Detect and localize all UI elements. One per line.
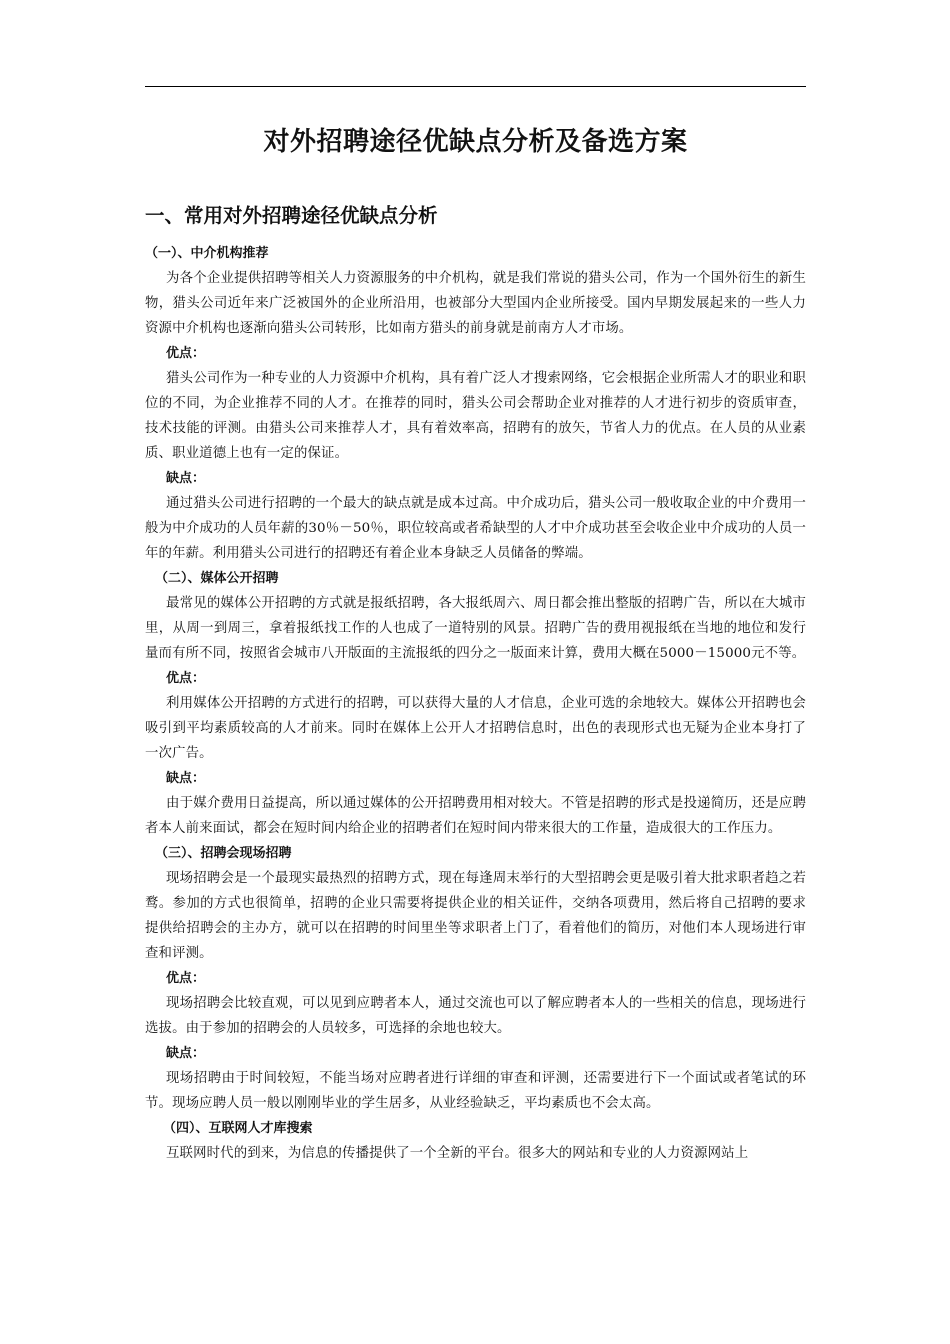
paragraph-agency-pros: 猎头公司作为一种专业的人力资源中介机构，具有着广泛人才搜索网络，它会根据企业所需人才的职业和职位的不同，为企业推荐不同的人才。在推荐的同时，猎头公司会帮助企业对推荐的人才进行初步的资质审查，技术技能的评测。由猎头公司来推荐人才，具有着效率高，招聘有的放矢，节省人力的优点。在人员的从业素质、职业道德上也有一定的保证。 [145, 371, 806, 461]
cons-label: 缺点： [166, 1046, 206, 1061]
pros-label: 优点： [166, 971, 206, 986]
paragraph-agency-cons: 通过猎头公司进行招聘的一个最大的缺点就是成本过高。中介成功后，猎头公司一般收取企业的中介费用一般为中介成功的人员年薪的30％－50％，职位较高或者希缺型的人才中介成功甚至会收企业中介成功的人员一年的年薪。利用猎头公司进行的招聘还有着企业本身缺乏人员储备的弊端。 [145, 496, 806, 561]
cons-label: 缺点： [166, 471, 206, 486]
subsection-heading-media: （二）、媒体公开招聘 [155, 571, 279, 586]
paragraph-media-cons: 由于媒介费用日益提高，所以通过媒体的公开招聘费用相对较大。不管是招聘的形式是投递简历，还是应聘者本人前来面试，都会在短时间内给企业的招聘者们在短时间内带来很大的工作量，造成很大的工作压力。 [145, 796, 806, 836]
paragraph-job-fair-cons: 现场招聘由于时间较短，不能当场对应聘者进行详细的审查和评测，还需要进行下一个面试或者笔试的环节。现场应聘人员一般以刚刚毕业的学生居多，从业经验缺乏，平均素质也不会太高。 [145, 1071, 806, 1111]
section-heading: 一、常用对外招聘途径优缺点分析 [145, 204, 438, 227]
subsection-heading-internet: （四）、互联网人才库搜索 [163, 1121, 313, 1136]
pros-label: 优点： [166, 346, 206, 361]
pros-label: 优点： [166, 671, 206, 686]
cons-label: 缺点： [166, 771, 206, 786]
header-rule [145, 86, 806, 87]
paragraph-job-fair-pros: 现场招聘会比较直观，可以见到应聘者本人，通过交流也可以了解应聘者本人的一些相关的信息，现场进行选拔。由于参加的招聘会的人员较多，可选择的余地也较大。 [145, 996, 806, 1036]
paragraph-media-intro: 最常见的媒体公开招聘的方式就是报纸招聘，各大报纸周六、周日都会推出整版的招聘广告，所以在大城市里，从周一到周三，拿着报纸找工作的人也成了一道特别的风景。招聘广告的费用视报纸在当地的地位和发行量而有所不同，按照省会城市八开版面的主流报纸的四分之一版面来计算，费用大概在5000－15000元不等。 [145, 596, 806, 661]
subsection-heading-agency: （一）、中介机构推荐 [145, 246, 269, 261]
paragraph-agency-intro: 为各个企业提供招聘等相关人力资源服务的中介机构，就是我们常说的猎头公司，作为一个国外衍生的新生物，猎头公司近年来广泛被国外的企业所沿用，也被部分大型国内企业所接受。国内早期发展起来的一些人力资源中介机构也逐渐向猎头公司转形，比如南方猎头的前身就是前南方人才市场。 [145, 271, 806, 336]
document-body [145, 241, 806, 1166]
document-title: 对外招聘途径优缺点分析及备选方案 [263, 127, 688, 157]
paragraph-internet-intro: 互联网时代的到来，为信息的传播提供了一个全新的平台。很多大的网站和专业的人力资源网站上 [166, 1146, 749, 1161]
paragraph-job-fair-intro: 现场招聘会是一个最现实最热烈的招聘方式，现在每逢周末举行的大型招聘会更是吸引着大批求职者趋之若鹜。参加的方式也很简单，招聘的企业只需要将提供企业的相关证件，交纳各项费用，然后将自己招聘的要求提供给招聘会的主办方，就可以在招聘的时间里坐等求职者上门了，看着他们的简历，对他们本人现场进行审查和评测。 [145, 871, 806, 961]
subsection-heading-job-fair: （三）、招聘会现场招聘 [155, 846, 292, 861]
paragraph-media-pros: 利用媒体公开招聘的方式进行的招聘，可以获得大量的人才信息，企业可选的余地较大。媒体公开招聘也会吸引到平均素质较高的人才前来。同时在媒体上公开人才招聘信息时，出色的表现形式也无疑为企业本身打了一次广告。 [145, 696, 806, 761]
